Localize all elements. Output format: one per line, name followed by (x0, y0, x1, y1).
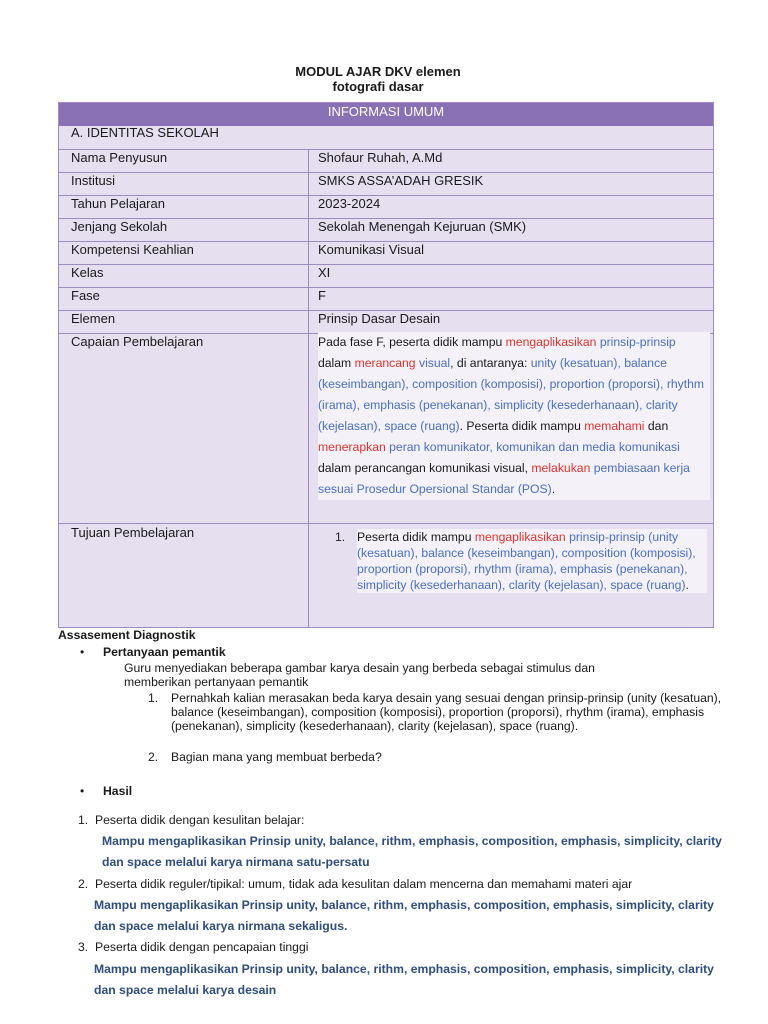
row-label-institusi: Institusi (71, 173, 116, 188)
row-label-fase: Fase (71, 288, 100, 303)
tujuan-pembelajaran-text: Peserta didik mampu mengaplikasikan prinsip-prinsip (unity (kesatuan), balance (keseimbangan), composition (komposisi), proportion (proporsi), rhythm (irama), emphasis (penekanan), simplicity (kesederhanaan), clarity (kejelasan), space (ruang). (357, 529, 707, 593)
bullet-icon: • (80, 645, 85, 659)
row-label-kompetensi-keahlian: Kompetensi Keahlian (71, 242, 194, 257)
row-label-capaian: Capaian Pembelajaran (71, 334, 204, 349)
informasi-umum-table (58, 102, 714, 628)
row-label-kelas: Kelas (71, 265, 104, 280)
result-detail: Mampu mengaplikasikan Prinsip unity, balance, rithm, emphasis, composition, emphasis, simplicity, clarity dan space melalui karya desain (94, 962, 714, 997)
row-divider (59, 264, 713, 265)
row-value-institusi: SMKS ASSA’ADAH GRESIK (318, 173, 484, 188)
row-label-tahun-pelajaran: Tahun Pelajaran (71, 196, 165, 211)
pertanyaan-pemantik-label: Pertanyaan pemantik (103, 645, 226, 659)
row-label-jenjang-sekolah: Jenjang Sekolah (71, 219, 168, 234)
section-a-label: A. IDENTITAS SEKOLAH (71, 125, 219, 140)
pertanyaan-intro: Guru menyediakan beberapa gambar karya desain yang berbeda sebagai stimulus dan memberikan pertanyaan pemantik (124, 661, 595, 689)
document-title (0, 64, 756, 94)
result-number: 2. (78, 877, 89, 891)
question-text: Bagian mana yang membuat berbeda? (171, 750, 382, 764)
row-divider (59, 287, 713, 288)
title-line-2: fotografi dasar (332, 79, 424, 94)
question-number: 2. (148, 750, 159, 764)
question-text: Pernahkah kalian merasakan beda karya desain yang sesuai dengan prinsip-prinsip (unity (kesatuan), balance (keseimbangan), composition (komposisi), proportion (proporsi), rhythm (irama), emphasis (penekanan), simplicity (kesederhanaan), clarity (kejelasan), space (ruang). (171, 691, 722, 733)
bullet-icon: • (80, 784, 85, 798)
row-value-elemen: Prinsip Dasar Desain (318, 311, 441, 326)
row-value-fase: F (318, 288, 326, 303)
title-line-1: MODUL AJAR DKV elemen (295, 64, 461, 79)
result-title: Peserta didik dengan kesulitan belajar: (95, 813, 305, 827)
result-title: Peserta didik reguler/tipikal: umum, tidak ada kesulitan dalam mencerna dan memahami materi ajar (95, 877, 633, 891)
row-value-jenjang-sekolah: Sekolah Menengah Kejuruan (SMK) (318, 219, 527, 234)
row-label-elemen: Elemen (71, 311, 116, 326)
result-detail: Mampu mengaplikasikan Prinsip unity, balance, rithm, emphasis, composition, emphasis, simplicity, clarity dan space melalui karya nirmana sekaligus. (94, 898, 714, 933)
result-detail: Mampu mengaplikasikan Prinsip unity, balance, rithm, emphasis, composition, emphasis, simplicity, clarity dan space melalui karya nirmana satu-persatu (102, 834, 722, 869)
list-number: 1. (335, 530, 346, 544)
result-title: Peserta didik dengan pencapaian tinggi (95, 940, 309, 954)
row-label-tujuan: Tujuan Pembelajaran (71, 525, 195, 540)
assessment-heading: Assasement Diagnostik (58, 628, 196, 642)
question-number: 1. (148, 691, 159, 705)
row-label-nama-penyusun: Nama Penyusun (71, 150, 168, 165)
row-value-nama-penyusun: Shofaur Ruhah, A.Md (318, 150, 443, 165)
hasil-label: Hasil (103, 784, 133, 798)
result-number: 3. (78, 940, 89, 954)
row-value-kelas: XI (318, 265, 331, 280)
column-divider (308, 149, 309, 627)
table-header: INFORMASI UMUM (59, 103, 713, 126)
row-value-kompetensi-keahlian: Komunikasi Visual (318, 242, 424, 257)
row-value-tahun-pelajaran: 2023-2024 (318, 196, 381, 211)
capaian-pembelajaran-text: Pada fase F, peserta didik mampu mengaplikasikan prinsip-prinsip dalam merancang visual, di antaranya: unity (kesatuan), balance (keseimbangan), composition (komposisi), proportion (proporsi), rhythm (irama), emphasis (penekanan), simplicity (kesederhanaan), clarity (kejelasan), space (ruang). Peserta didik mampu memahami dan menerapkan peran komunikator, komunikan dan media komunikasi dalam perancangan komunikasi visual, melakukan pembiasaan kerja sesuai Prosedur Opersional Standar (POS). (318, 332, 710, 500)
result-number: 1. (78, 813, 89, 827)
